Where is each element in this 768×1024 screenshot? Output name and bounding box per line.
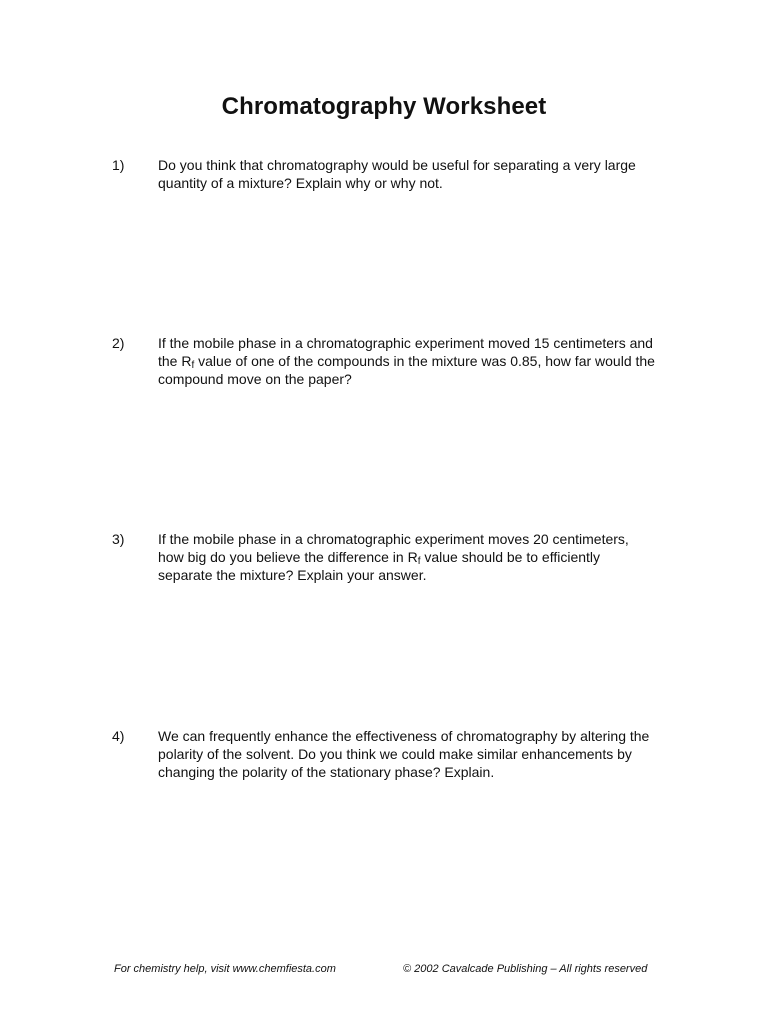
subscript-f: f	[191, 360, 195, 371]
question-number: 3)	[112, 531, 125, 547]
footer-help-link-text: For chemistry help, visit www.chemfiesta.com	[114, 963, 336, 975]
question-text: We can frequently enhance the effectiveness of chromatography by altering the polarity of the solvent. Do you think we could make similar enhancements by changing the polarity of the stationary phase? Explain.	[158, 728, 650, 780]
question-text-start: If the mobile phase in a chromatographic experiment moved 15 centimeters and the R	[158, 335, 653, 369]
question-number: 4)	[112, 728, 125, 744]
question-text	[158, 530, 658, 584]
question-number: 2)	[112, 335, 125, 351]
question-text: Do you think that chromatography would be useful for separating a very large quantity of a mixture? Explain why or why not.	[158, 157, 636, 191]
footer-copyright: © 2002 Cavalcade Publishing – All rights reserved	[403, 963, 648, 975]
question-number: 1)	[112, 157, 125, 173]
question-4	[112, 727, 672, 781]
question-3	[112, 530, 672, 584]
question-text-start: If the mobile phase in a chromatographic experiment moves 20 centimeters, how big do you believe the difference in R	[158, 531, 629, 565]
question-text-end: value should be to efficiently separate the mixture? Explain your answer.	[158, 549, 601, 583]
page-title: Chromatography Worksheet	[221, 93, 547, 120]
question-2	[112, 334, 672, 388]
question-text-end: value of one of the compounds in the mixture was 0.85, how far would the compound move on the paper?	[158, 353, 655, 387]
subscript-f: f	[417, 556, 421, 567]
question-1	[112, 156, 672, 192]
question-text	[158, 334, 658, 388]
